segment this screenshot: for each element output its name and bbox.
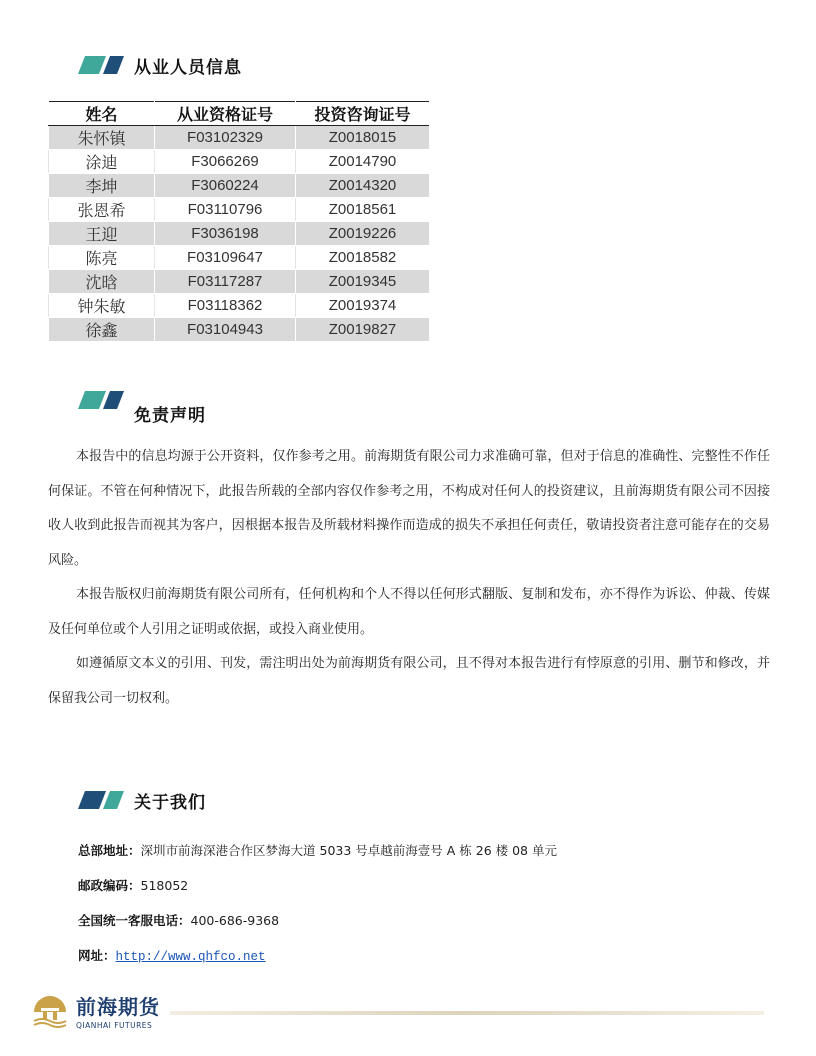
cell-name: 徐鑫: [49, 318, 155, 342]
table-row: [49, 294, 430, 318]
section-marker-icon: [78, 391, 124, 409]
cell-consulting-no: Z0018582: [296, 246, 430, 270]
section-marker-icon: [78, 56, 124, 74]
table-row: [49, 174, 430, 198]
col-header-qualification: 从业资格证号: [155, 102, 296, 126]
section-title-staff: 从业人员信息: [134, 57, 242, 78]
section-title-disclaimer: 免责声明: [134, 405, 206, 426]
col-header-name: 姓名: [49, 102, 155, 126]
disclaimer-paragraph: 如遵循原文本义的引用、刊发，需注明出处为前海期货有限公司，且不得对本报告进行有悖原意的引用、删节和修改，并保留我公司一切权利。: [48, 656, 770, 706]
table-row: [49, 126, 430, 150]
staff-table-header: [49, 102, 430, 126]
cell-qualification-no: F03117287: [155, 270, 296, 294]
cell-qualification-no: F03110796: [155, 198, 296, 222]
cell-consulting-no: Z0014320: [296, 174, 430, 198]
footer-logo: [30, 990, 160, 1030]
company-logo-icon: [30, 990, 70, 1030]
cell-name: 王迎: [49, 222, 155, 246]
table-row: [49, 318, 430, 342]
address-label: 总部地址：: [78, 843, 141, 858]
cell-qualification-no: F03104943: [155, 318, 296, 342]
cell-consulting-no: Z0019226: [296, 222, 430, 246]
disclaimer-body: [48, 440, 770, 716]
address-value: 深圳市前海深港合作区梦海大道 5033 号卓越前海壹号 A 栋 26 楼 08 单元: [140, 843, 557, 858]
logo-english-name: QIANHAI FUTURES: [76, 1020, 153, 1030]
cell-qualification-no: F3060224: [155, 174, 296, 198]
cell-consulting-no: Z0018561: [296, 198, 430, 222]
col-header-consulting: 投资咨询证号: [296, 102, 430, 126]
cell-consulting-no: Z0019827: [296, 318, 430, 342]
cell-name: 朱怀镇: [49, 126, 155, 150]
table-row: [49, 198, 430, 222]
footer-divider: [170, 1011, 764, 1015]
cell-consulting-no: Z0019345: [296, 270, 430, 294]
disclaimer-paragraph: 本报告中的信息均源于公开资料，仅作参考之用。前海期货有限公司力求准确可靠，但对于信息的准确性、完整性不作任何保证。不管在何种情况下，此报告所载的全部内容仅作参考之用，不构成对任何人的投资建议，且前海期货有限公司不因接收人收到此报告而视其为客户，因根据本报告及所载材料操作而造成的损失不承担任何责任，敬请投资者注意可能存在的交易风险。: [48, 449, 770, 568]
cell-name: 钟朱敏: [49, 294, 155, 318]
staff-table: [48, 101, 429, 342]
cell-qualification-no: F03109647: [155, 246, 296, 270]
about-postcode: [78, 876, 778, 894]
cell-name: 沈晗: [49, 270, 155, 294]
disclaimer-paragraph: 本报告版权归前海期货有限公司所有，任何机构和个人不得以任何形式翻版、复制和发布，亦不得作为诉讼、仲裁、传媒及任何单位或个人引用之证明或依据，或投入商业使用。: [48, 587, 770, 637]
cell-qualification-no: F03118362: [155, 294, 296, 318]
section-title-about: 关于我们: [134, 792, 206, 813]
section-marker-icon: [78, 791, 124, 809]
table-row: [49, 246, 430, 270]
hotline-value: 400-686-9368: [190, 913, 280, 928]
table-row: [49, 150, 430, 174]
cell-qualification-no: F03102329: [155, 126, 296, 150]
website-label: 网址：: [78, 948, 116, 963]
cell-name: 陈亮: [49, 246, 155, 270]
cell-qualification-no: F3036198: [155, 222, 296, 246]
website-link[interactable]: http://www.qhfco.net: [115, 950, 266, 964]
logo-chinese-name: 前海期货: [76, 994, 160, 1019]
section-header-staff: [78, 52, 242, 78]
cell-consulting-no: Z0019374: [296, 294, 430, 318]
hotline-label: 全国统一客服电话：: [78, 913, 191, 928]
section-header-about: [78, 787, 206, 813]
section-header-disclaimer: [78, 393, 206, 426]
cell-name: 涂迪: [49, 150, 155, 174]
cell-qualification-no: F3066269: [155, 150, 296, 174]
about-website: [78, 946, 778, 964]
postcode-label: 邮政编码：: [78, 878, 141, 893]
postcode-value: 518052: [140, 878, 189, 893]
cell-name: 张恩希: [49, 198, 155, 222]
cell-name: 李坤: [49, 174, 155, 198]
table-row: [49, 222, 430, 246]
cell-consulting-no: Z0018015: [296, 126, 430, 150]
cell-consulting-no: Z0014790: [296, 150, 430, 174]
table-row: [49, 270, 430, 294]
about-hotline: [78, 911, 778, 929]
about-address: [78, 841, 778, 859]
